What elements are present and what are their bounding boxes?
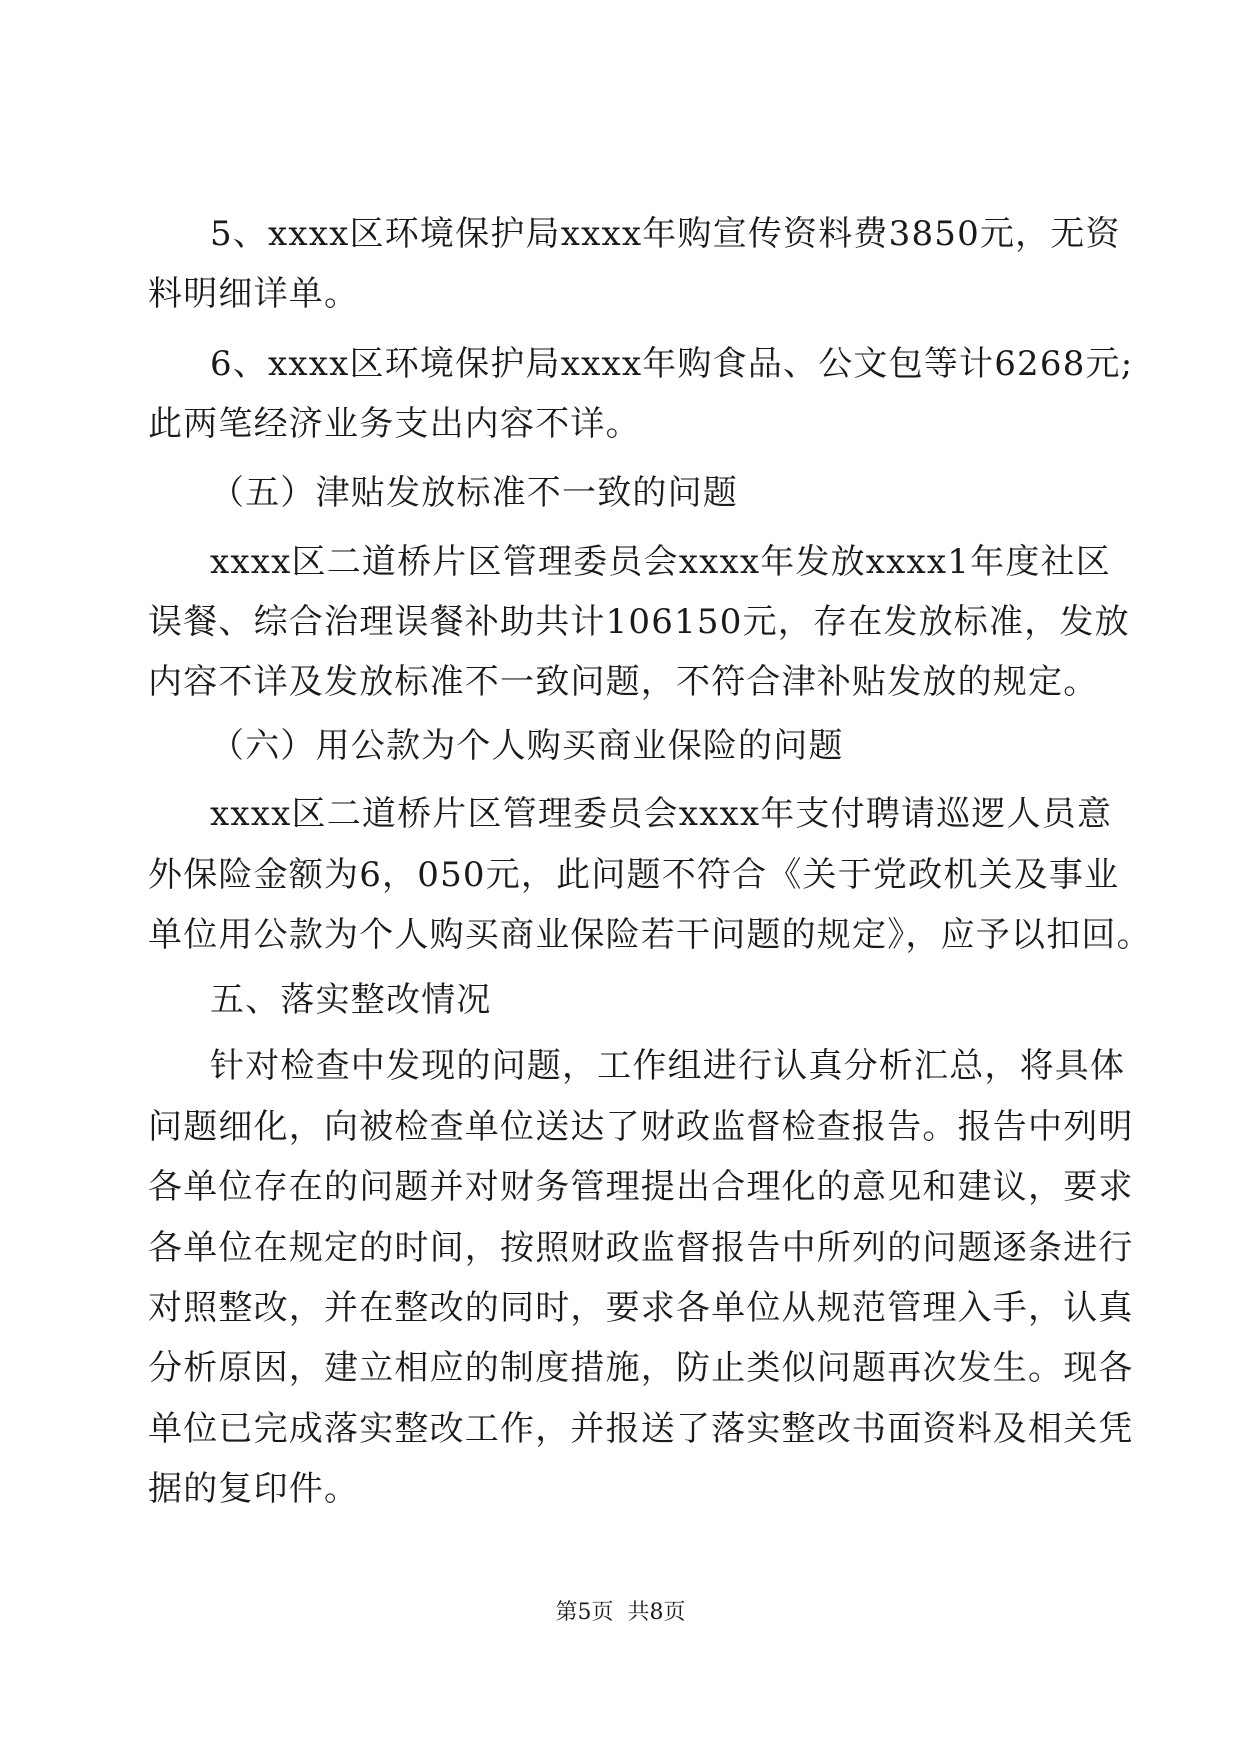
paragraph-line: 单位已完成落实整改工作，并报送了落实整改书面资料及相关凭 <box>148 1409 1134 1449</box>
page-number: 第5页 <box>555 1600 614 1625</box>
paragraph-line: 据的复印件。 <box>148 1469 360 1509</box>
paragraph-line: 6、xxxx区环境保护局xxxx年购食品、公文包等计6268元; <box>210 344 1134 384</box>
paragraph-line: 单位用公款为个人购买商业保险若干问题的规定》，应予以扣回。 <box>148 915 1152 955</box>
paragraph-line: 内容不详及发放标准不一致问题，不符合津补贴发放的规定。 <box>148 662 1099 702</box>
paragraph-line: 外保险金额为6，050元，此问题不符合《关于党政机关及事业 <box>148 855 1120 895</box>
paragraph-line: xxxx区二道桥片区管理委员会xxxx年支付聘请巡逻人员意 <box>210 794 1113 834</box>
paragraph-line: 5、xxxx区环境保护局xxxx年购宣传资料费3850元，无资 <box>210 214 1121 254</box>
paragraph-line: xxxx区二道桥片区管理委员会xxxx年发放xxxx1年度社区 <box>210 542 1111 582</box>
page-total: 共8页 <box>627 1600 686 1625</box>
paragraph-line: 各单位存在的问题并对财务管理提出合理化的意见和建议，要求 <box>148 1167 1134 1207</box>
section-heading: （六）用公款为个人购买商业保险的问题 <box>210 726 844 766</box>
paragraph-line: 对照整改，并在整改的同时，要求各单位从规范管理入手，认真 <box>148 1288 1134 1328</box>
paragraph-line: 各单位在规定的时间，按照财政监督报告中所列的问题逐条进行 <box>148 1228 1134 1268</box>
paragraph-line: 问题细化，向被检查单位送达了财政监督检查报告。报告中列明 <box>148 1107 1134 1147</box>
page-footer <box>0 1598 1241 1628</box>
section-heading: 五、落实整改情况 <box>210 980 492 1020</box>
paragraph-line: 针对检查中发现的问题，工作组进行认真分析汇总，将具体 <box>210 1046 1126 1086</box>
paragraph-line: 误餐、综合治理误餐补助共计106150元，存在发放标准，发放 <box>148 602 1130 642</box>
paragraph-line: 料明细详单。 <box>148 274 360 314</box>
paragraph-line: 分析原因，建立相应的制度措施，防止类似问题再次发生。现各 <box>148 1348 1134 1388</box>
paragraph-line: 此两笔经济业务支出内容不详。 <box>148 404 641 444</box>
section-heading: （五）津贴发放标准不一致的问题 <box>210 473 738 513</box>
